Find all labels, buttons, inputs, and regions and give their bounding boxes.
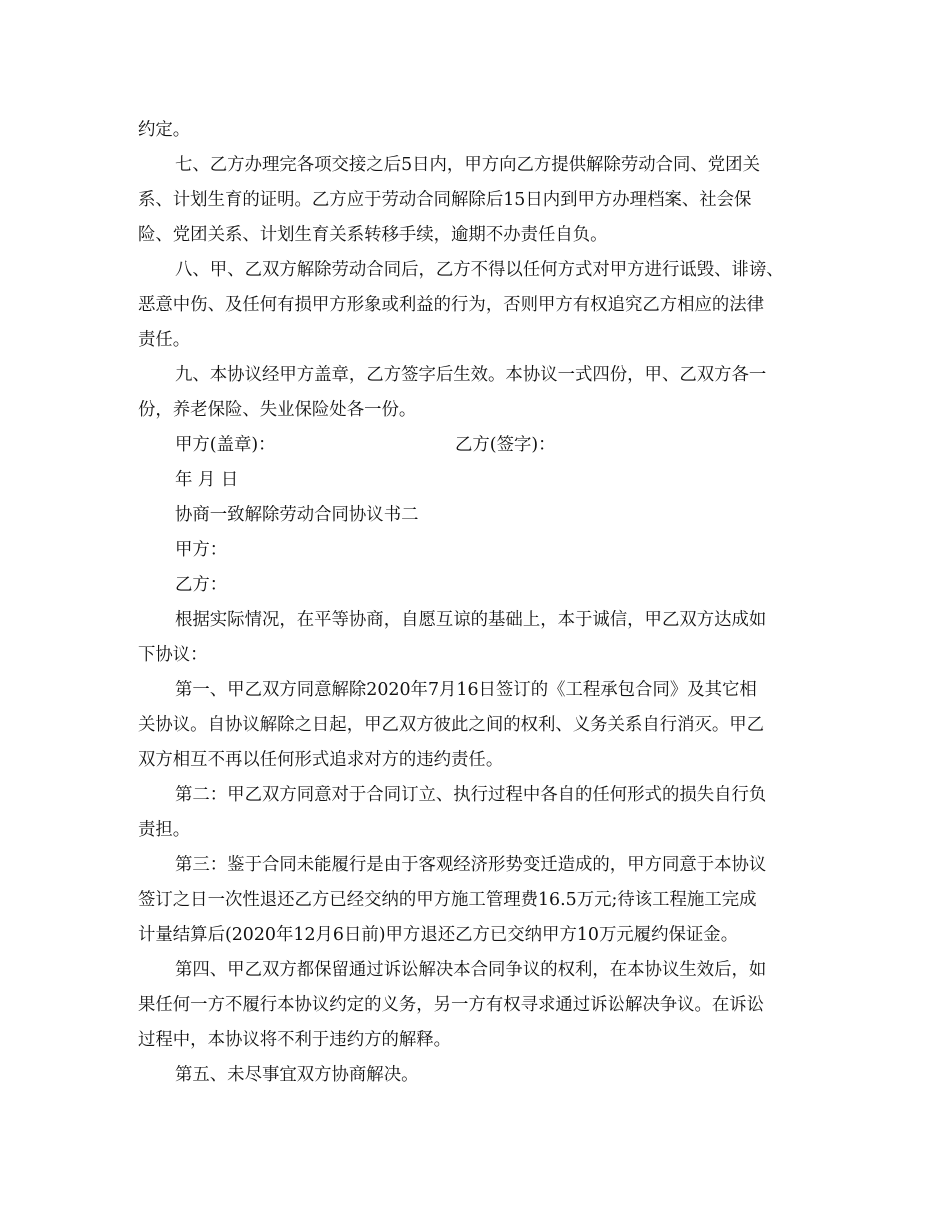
date-line: 年 月 日 bbox=[175, 470, 239, 490]
article-two-line-1: 第二：甲乙双方同意对于合同订立、执行过程中各自的任何形式的损失自行负 bbox=[175, 785, 767, 805]
party-a-label: 甲方： bbox=[175, 540, 228, 560]
party-a-seal-label: 甲方(盖章)： bbox=[175, 435, 276, 455]
article-four-line-1: 第四、甲乙双方都保留通过诉讼解决本合同争议的权利，在本协议生效后，如 bbox=[175, 960, 767, 980]
article-three-line-1: 第三：鉴于合同未能履行是由于客观经济形势变迁造成的，甲方同意于本协议 bbox=[175, 855, 767, 875]
party-b-signature-label: 乙方(签字)： bbox=[455, 435, 556, 455]
preamble-line-1: 根据实际情况，在平等协商，自愿互谅的基础上，本于诚信，甲乙双方达成如 bbox=[175, 610, 767, 630]
clause-seven-line-2: 系、计划生育的证明。乙方应于劳动合同解除后15日内到甲方办理档案、社会保 bbox=[138, 190, 752, 210]
clause-eight-line-3: 责任。 bbox=[138, 330, 191, 350]
clause-nine-line-1: 九、本协议经甲方盖章，乙方签字后生效。本协议一式四份，甲、乙双方各一 bbox=[175, 365, 767, 385]
clause-seven-line-1: 七、乙方办理完各项交接之后5日内，甲方向乙方提供解除劳动合同、党团关 bbox=[175, 155, 760, 175]
agreement-two-title: 协商一致解除劳动合同协议书二 bbox=[175, 505, 419, 525]
clause-eight-line-2: 恶意中伤、及任何有损甲方形象或利益的行为，否则甲方有权追究乙方相应的法律 bbox=[138, 295, 765, 315]
article-four-line-3: 过程中，本协议将不利于违约方的解释。 bbox=[138, 1030, 452, 1050]
article-one-line-3: 双方相互不再以任何形式追求对方的违约责任。 bbox=[138, 750, 504, 770]
article-one-line-2: 关协议。自协议解除之日起，甲乙双方彼此之间的权利、义务关系自行消灭。甲乙 bbox=[138, 715, 765, 735]
article-three-line-3: 计量结算后(2020年12月6日前)甲方退还乙方已交纳甲方10万元履约保证金。 bbox=[138, 925, 739, 945]
preamble-line-2: 下协议： bbox=[138, 645, 208, 665]
clause-eight-line-1: 八、甲、乙双方解除劳动合同后，乙方不得以任何方式对甲方进行诋毁、诽谤、 bbox=[175, 260, 784, 280]
article-four-line-2: 果任何一方不履行本协议约定的义务，另一方有权寻求通过诉讼解决争议。在诉讼 bbox=[138, 995, 765, 1015]
article-five-line-1: 第五、未尽事宜双方协商解决。 bbox=[175, 1065, 419, 1085]
article-two-line-2: 责担。 bbox=[138, 820, 191, 840]
party-b-label: 乙方： bbox=[175, 575, 228, 595]
paragraph-continuation: 约定。 bbox=[138, 120, 191, 140]
article-one-line-1: 第一、甲乙双方同意解除2020年7月16日签订的《工程承包合同》及其它相 bbox=[175, 680, 757, 700]
article-three-line-2: 签订之日一次性退还乙方已经交纳的甲方施工管理费16.5万元;待该工程施工完成 bbox=[138, 890, 757, 910]
clause-nine-line-2: 份，养老保险、失业保险处各一份。 bbox=[138, 400, 417, 420]
clause-seven-line-3: 险、党团关系、计划生育关系转移手续，逾期不办责任自负。 bbox=[138, 225, 608, 245]
